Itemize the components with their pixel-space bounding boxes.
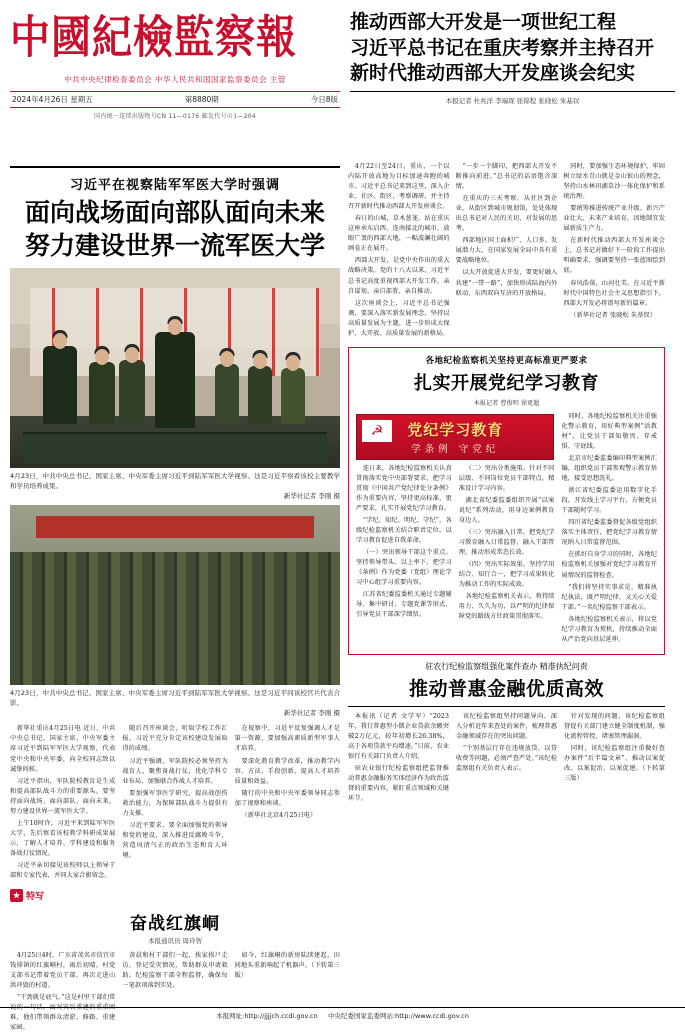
paragraph: 春日的山城，草木葱茏。站在重庆这座承东启西、连南接北的城市，放眼广袤的西部大地，一幅波澜壮阔的画卷正在展开。 — [348, 215, 450, 253]
paragraph: 在新时代推动西部大开发座谈会上，总书记对做好下一阶段工作提出明确要求，强调要坚持一张蓝图绘到底。 — [563, 237, 666, 275]
paragraph: 在重庆的三天考察，从社区到企业，从街区到城市规划馆，处处体现出总书记对人民的关切、对发展的思考。 — [455, 195, 558, 233]
paper-title: 中國紀檢監察報 — [10, 10, 297, 64]
paragraph: 在视察中，习近平反复强调人才是第一资源，要加强高素质新型军事人才培养。 — [234, 725, 340, 753]
right-column — [348, 162, 665, 1035]
paragraph: 新华社重庆4月25日电 近日，中共中央总书记、国家主席、中央军委主席习近平到陆军军医大学视察，代表党中央和中央军委，向全校同志致以诚挚问候。 — [10, 725, 116, 773]
divider — [10, 166, 340, 168]
lead-headline-group — [350, 10, 675, 92]
paragraph: 江苏省纪委监委机关通过专题辅导、集中研讨、专题党课等形式，引导党员干部深学细悟。 — [356, 591, 452, 619]
paragraph: 湖北省纪委监委组织开展“以案说纪”系列活动，用身边案例教育身边人。 — [458, 496, 555, 525]
star-icon: ★ — [10, 889, 23, 902]
photo-banner — [36, 516, 313, 538]
masthead-left — [10, 8, 340, 158]
main-column-3 — [235, 724, 340, 883]
photo2-caption — [10, 688, 340, 718]
paper-sponsor: 中共中央纪律检查委员会 中华人民共和国国家监察委员会 主管 — [64, 75, 286, 84]
footer-ccdi-website[interactable]: 中央纪委国家监委网站:http://www.ccdi.gov.cn — [327, 1012, 469, 1020]
paragraph: （新华社记者 张晓松 朱基钗） — [570, 311, 657, 319]
paragraph: 上午10时许，习近平来到陆军军医大学，先后察看该校教学科研成果展示，了解人才培养、学科建设和服务备战打仗情况。 — [10, 819, 116, 857]
paragraph: 本报讯（记者 文学军）“2023年，我行普惠型小微企业贷款余额突破2万亿元，较年初增长26.38%，高于各项贷款平均增速。”日前，农业银行有关部门负责人介绍。 — [348, 712, 449, 761]
photo-inspection-exhibit — [10, 268, 340, 468]
paragraph: 在抓好自身学习的同时，各地纪检监察机关加强对党纪学习教育开展情况的监督检查。 — [561, 551, 657, 579]
paragraph: 春风浩荡，山河壮美。在习近平新时代中国特色社会主义思想指引下，西部大开发必将谱写新的篇章。 — [563, 279, 666, 307]
paragraph: 西部大开发，是党中央作出的重大战略决策。党的十八大以来，习近平总书记高度重视西部大开发工作，亲自谋划、亲自部署、亲自推动。 — [348, 257, 450, 295]
promo-title: 党纪学习教育 — [407, 420, 504, 439]
paragraph: 西部地区国土面积广、人口多、发展潜力大，在国家发展全局中具有重要战略地位。 — [455, 237, 558, 265]
paragraph: 以大开放促进大开发，要更好融入共建“一带一路”，加快形成陆海内外联动、东西双向互济的开放格局。 — [455, 269, 558, 297]
boxed-article — [348, 347, 665, 655]
paragraph: 驻农业银行纪检监察组把监督推动普惠金融服务实体经济作为政治监督的重要内容，紧盯重点领域和关键环节。 — [348, 765, 449, 803]
page-body — [10, 162, 675, 1035]
paragraph: 习近平要求，要全面加强党的领导和党的建设，深入推进反腐败斗争，营造风清气正的政治生态和育人环境。 — [122, 821, 228, 859]
lead-story-columns — [348, 162, 665, 341]
figure — [248, 366, 272, 424]
paper-date: 2024年4月26日 星期五 — [12, 95, 93, 104]
paragraph: （二）突出分类施策。针对不同层级、不同岗位党员干部特点，精准设计学习内容。 — [458, 464, 555, 492]
paragraph: 黄晨和村干部们一起，挨家挨户走访，登记受灾情况，帮助群众申请救助。纪检监察干部全程监督，确保每一笔款项落到实处。 — [122, 952, 228, 990]
paragraph: 要深化教育教学改革，推动教学内容、方法、手段创新，提高人才培养质量和效益。 — [234, 757, 340, 785]
paragraph: （四）突出实际效果。坚持学用结合、知行合一，把学习成果转化为推动工作的实际成效。 — [458, 561, 555, 589]
paper-meta — [10, 91, 340, 108]
figure-leader — [155, 332, 195, 428]
special-column-1 — [10, 951, 115, 1035]
boxed-kicker: 各地纪检监察机关坚持更高标准更严要求 — [425, 355, 588, 366]
paragraph: 习近平亲切接见该校师以上领导干部和专家代表，并同大家合影留念。 — [10, 861, 116, 880]
paragraph: （三）突出融入日常。把党纪学习教育融入日常监督、融入干部管理，推动形成常态长效。 — [458, 529, 555, 557]
paragraph: 要加强军事医学研究，提高战创伤救治能力，为保障部队战斗力提供有力支撑。 — [122, 789, 228, 817]
boxed-column-2 — [459, 464, 555, 625]
bottom-column-3 — [564, 712, 665, 806]
paper-pages: 今日8版 — [310, 95, 338, 104]
paragraph: 该纪检监察组坚持问题导向，深入分析近年来查处的案件，梳理普惠金融领域存在的突出问题。 — [456, 712, 557, 740]
main-story-columns — [10, 724, 340, 883]
bottom-article-kicker: 驻农行纪检监察组强化案件查办 精准执纪问责 — [425, 661, 588, 671]
page-footer — [0, 1007, 685, 1020]
special-feature-title: 奋战红旗峒 — [130, 914, 220, 935]
main-column-1 — [10, 724, 115, 883]
footer-website[interactable]: 本报网址:http://jjjjch.ccdi.gov.cn — [216, 1012, 318, 1020]
photo1-caption — [10, 471, 340, 501]
paragraph: 同时，该纪检监察组注重做好查办案件“后半篇文章”，推动以案促改、以案促治、以案促建。（下转第三版） — [564, 744, 665, 783]
lead-headline-1: 推动西部大开发是一项世纪工程 — [350, 11, 617, 33]
bottom-column-1 — [348, 712, 449, 806]
paragraph: 4月25日4时，广东省茂名市信宜市钱排镇的红旗峒村，雨后初晴。村党支部书记带着党员干部，再次走进山洪冲毁的村道。 — [10, 952, 116, 990]
special-feature-byline: 本报通讯员 周玲智 — [147, 937, 203, 946]
main-story-kicker: 习近平在视察陆军军医大学时强调 — [69, 178, 280, 193]
figure — [89, 362, 115, 424]
paper-issue: 第8880期 — [184, 95, 219, 104]
paragraph: （新华社北京4月25日电） — [241, 811, 317, 819]
boxed-column-3 — [561, 412, 657, 647]
lead-column-2 — [456, 162, 558, 341]
left-column — [10, 162, 340, 1035]
masthead — [10, 8, 675, 158]
boxed-columns — [356, 412, 657, 647]
paragraph: “干劲就是底气。”这是村里干部们常说的一句话。面对灾后重建的重重困难，他们带领群众清淤、修路、重建家园。 — [10, 994, 116, 1032]
main-headline-2: 努力建设世界一流军医大学 — [24, 230, 325, 260]
paragraph: （一）突出领导干部这个重点。坚持领导带头、以上率下，把学习《条例》作为党委（党组）理论学习中心组学习重要内容。 — [356, 549, 452, 587]
paragraph: 习近平指出，军队院校教育是生成和提高部队战斗力的重要源头。要坚持面向战场、面向部队、面向未来，努力建设世界一流军医大学。 — [10, 777, 116, 815]
special-feature-tag — [10, 889, 44, 902]
boxed-column-1 — [356, 464, 452, 625]
boxed-headline: 扎实开展党纪学习教育 — [414, 372, 599, 394]
paragraph: 要统筹推进传统产业升级、新兴产业壮大、未来产业培育，因地制宜发展新质生产力。 — [563, 205, 666, 233]
bottom-article-columns — [348, 712, 665, 806]
paragraph: 各地纪检监察机关表示，将以党纪学习教育为契机，持续推动全面从严治党向基层延伸。 — [561, 615, 657, 643]
paragraph: 同时，各地纪检监察机关注重强化警示教育，用好典型案例“活教材”，让党员干部知敬畏、存戒惧、守底线。 — [561, 412, 657, 450]
paragraph: “个别基层行存在违规放贷、以贷收费等问题，必须严查严处。”该纪检监察组有关负责人表示。 — [456, 744, 557, 773]
special-feature-columns — [10, 951, 340, 1035]
paragraph: “学纪、知纪、明纪、守纪”，各级纪检监察机关结合职责定位，以学习教育促进自我革命。 — [356, 517, 452, 545]
paragraph: “我们将坚持实事求是，精准执纪执法，既严明纪律，又关心关爱干部。”一名纪检监察干部表示。 — [561, 583, 657, 611]
figure — [119, 360, 145, 424]
main-column-2 — [122, 724, 227, 883]
paragraph: 连日来，各地纪检监察机关认真贯彻落实党中央部署要求，把学习贯彻《中国共产党纪律处分条例》作为重要内容，坚持更高标准、更严要求，扎实开展党纪学习教育。 — [356, 464, 452, 512]
party-discipline-promo-banner — [356, 414, 554, 460]
paragraph: 各地纪检监察机关表示，将持续用力、久久为功，以严明的纪律保障党的路线方针政策贯彻落实。 — [458, 593, 555, 621]
photo2-credit: 新华社记者 李刚 摄 — [283, 709, 340, 718]
paragraph: 四川省纪委监委督促各级党组织落实主体责任，把党纪学习教育情况纳入日常监督范围。 — [561, 519, 657, 547]
paragraph: “一步一个脚印，把西部大开发不断推向前进。”总书记的话语饱含深情。 — [455, 163, 558, 191]
lead-story-header — [350, 8, 675, 158]
lead-byline: 本报记者 杜兆洋 李瑞琛 张锦程 张晓松 朱基钗 — [445, 96, 580, 105]
paragraph: 随行的中央和中央军委领导同志参加了视察和座谈。 — [234, 789, 340, 807]
paragraph: 同时，要加强生态环境保护，牢固树立绿水青山就是金山银山的理念，坚持山水林田湖草沙一体化保护和系统治理。 — [563, 163, 666, 201]
paragraph: 习近平强调，军队院校必须坚持为战育人，聚焦备战打仗，优化学科专业布局，加强联合作战人才培养。 — [122, 757, 228, 785]
special-column-3 — [235, 951, 340, 1035]
photo-group-portrait — [10, 505, 340, 685]
paragraph: 这次座谈会上，习近平总书记强调，要深入落实新发展理念，坚持以高质量发展为主题，进一步形成大保护、大开放、高质量发展的新格局。 — [348, 299, 450, 337]
lead-headline-2: 习近平总书记在重庆考察并主持召开 — [350, 36, 655, 59]
paragraph: 北京市纪委监委编印典型案例汇编，组织党员干部参观警示教育基地，接受思想洗礼。 — [561, 454, 657, 483]
boxed-byline: 本报记者 曹俊明 徐更超 — [473, 399, 540, 407]
paper-registration: 国内统一连续出版物号CN 11—0176 邮发代号の1—204 — [94, 113, 256, 120]
promo-subtitle: 学条例 守党纪 — [411, 443, 500, 455]
photo2-caption-text: 4月23日，中共中央总书记、国家主席、中央军委主席习近平到陆军军医大学视察。这是习近平同该校官兵代表合影。 — [10, 689, 340, 708]
lead-column-1 — [348, 162, 450, 341]
paragraph: 4月22日至24日，重庆、一个以内陆开放高地为目标加速奔跑的城市。习近平总书记来到这里，深入企业、社区、街区，考察调研，并主持召开新时代推动西部大开发座谈会。 — [348, 163, 450, 211]
figure — [281, 368, 305, 424]
paragraph: 浙江省纪委监委运用数字化手段，开发线上学习平台，方便党员干部随时学习。 — [561, 487, 657, 515]
figure — [215, 364, 239, 424]
party-flag-icon: ☭ — [362, 420, 392, 442]
divider — [348, 706, 665, 707]
photo1-caption-text: 4月23日，中共中央总书记、国家主席、中央军委主席习近平到陆军军医大学视察。这是习近平察看该校主要教学和学员培养成果。 — [10, 472, 340, 491]
bottom-column-2 — [456, 712, 557, 806]
paragraph: 随后召开座谈会，听取学校工作汇报。习近平充分肯定该校建设发展取得的成绩。 — [122, 725, 228, 753]
bottom-article-headline: 推动普惠金融优质高效 — [408, 677, 604, 700]
paragraph: 如今，红旗峒的新房陆续建起，田间地头重新响起了机器声。（下转第三版） — [234, 952, 340, 980]
special-feature-tag-label: 特写 — [26, 891, 45, 902]
figure — [43, 346, 77, 424]
special-column-2 — [122, 951, 227, 1035]
photo1-credit: 新华社记者 李刚 摄 — [283, 492, 340, 501]
main-headline-1: 面向战场面向部队面向未来 — [24, 198, 325, 227]
lead-column-3 — [563, 162, 665, 341]
paragraph: 针对发现的问题，该纪检监察组督促有关部门建立健全制度机制，强化流程管控，堵塞管理漏洞。 — [564, 712, 665, 740]
lead-headline-3: 新时代推动西部大开发座谈会纪实 — [350, 62, 636, 85]
